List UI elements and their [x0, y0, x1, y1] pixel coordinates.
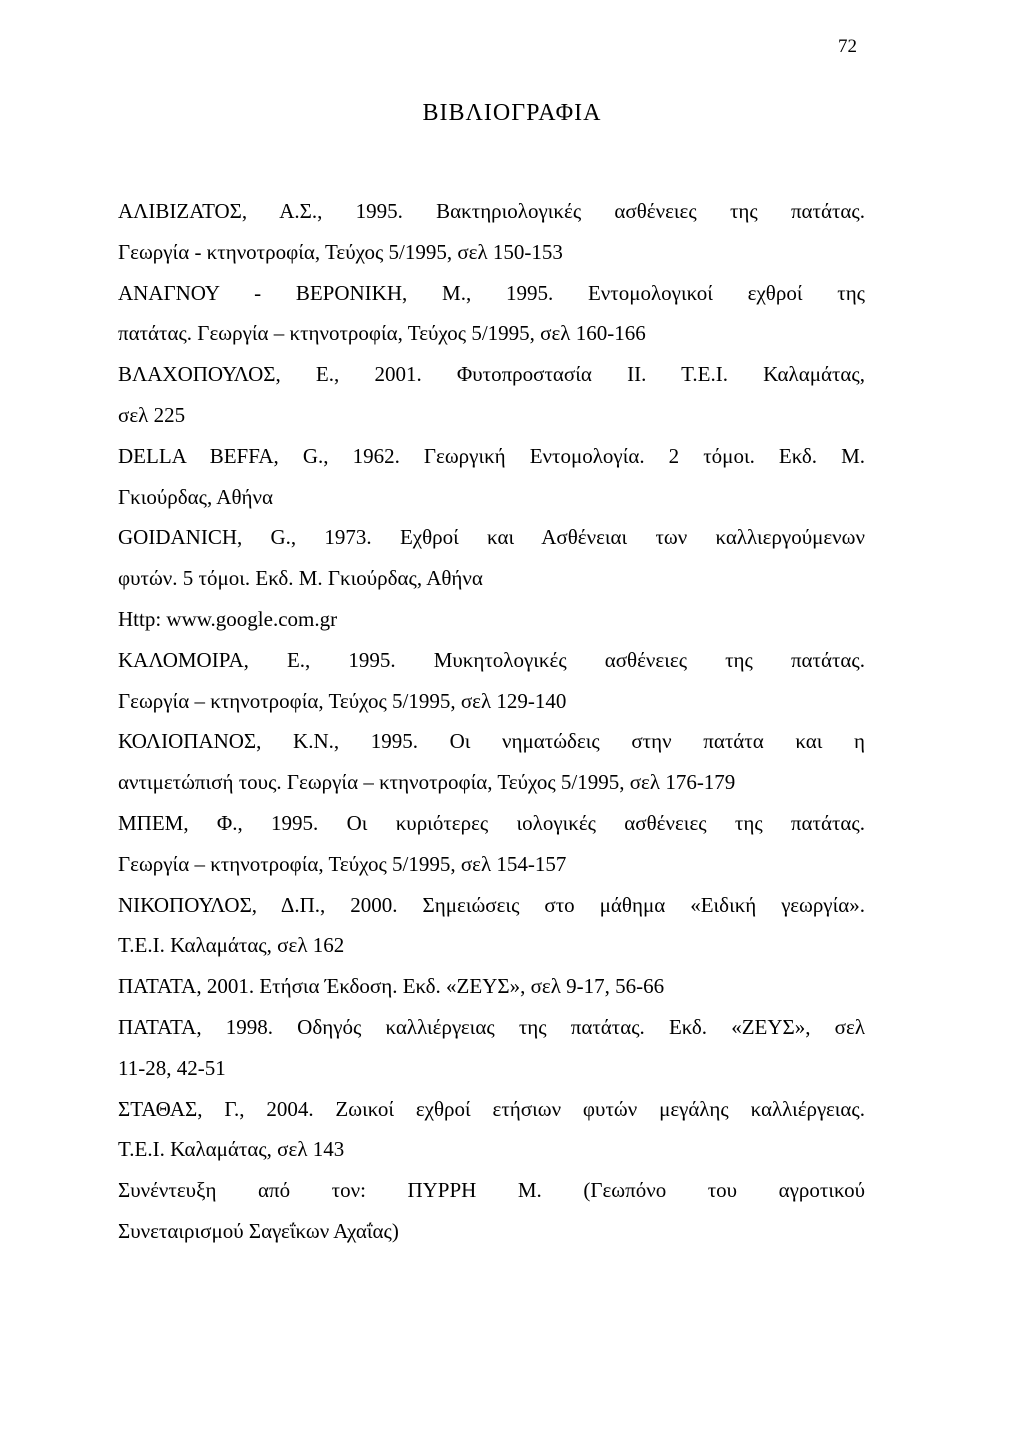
bibliography-entry: [118, 599, 865, 640]
bibliography-entry: [118, 803, 865, 885]
bibliography-entry-line: ΝΙΚΟΠΟΥΛΟΣ, Δ.Π., 2000. Σημειώσεις στο μάθημα «Ειδική γεωργία».: [118, 892, 865, 917]
bibliography-entry-line: ΠΑΤΑΤΑ, 1998. Οδηγός καλλιέργειας της πατάτας. Εκδ. «ΖΕΥΣ», σελ: [118, 1014, 865, 1039]
bibliography-entry-line: Συνέντευξη από τον: ΠΥΡΡΗ Μ. (Γεωπόνο του αγροτικού: [118, 1178, 865, 1203]
bibliography-entry-line: Γεωργία – κτηνοτροφία, Τεύχος 5/1995, σελ 154-157: [118, 851, 567, 876]
bibliography-entry-line: ΑΝΑΓΝΟΥ - ΒΕΡΟΝΙΚΗ, Μ., 1995. Εντομολογικοί εχθροί της: [118, 280, 865, 305]
bibliography-entry-line: Συνεταιρισμού Σαγεΐκων Αχαΐας): [118, 1218, 399, 1243]
bibliography-entry: [118, 517, 865, 599]
bibliography-entry: [118, 1089, 865, 1171]
bibliography-entry-line: Γεωργία – κτηνοτροφία, Τεύχος 5/1995, σελ 129-140: [118, 688, 567, 713]
bibliography-entry-line: πατάτας. Γεωργία – κτηνοτροφία, Τεύχος 5/1995, σελ 160-166: [118, 321, 646, 346]
bibliography-entry-line: Γεωργία - κτηνοτροφία, Τεύχος 5/1995, σελ 150-153: [118, 239, 563, 264]
bibliography-entry: [118, 640, 865, 722]
bibliography-entry-line: 11-28, 42-51: [118, 1055, 226, 1080]
bibliography-entry-line: σελ 225: [118, 402, 186, 427]
bibliography-entry-line: ΚΟΛΙΟΠΑΝΟΣ, Κ.Ν., 1995. Οι νηματώδεις στην πατάτα και η: [118, 729, 865, 754]
page-number: 72: [838, 36, 857, 57]
bibliography-entry: [118, 436, 865, 518]
bibliography-entry: [118, 885, 865, 967]
bibliography-entry-line: ΣΤΑΘΑΣ, Γ., 2004. Ζωικοί εχθροί ετήσιων φυτών μεγάλης καλλιέργειας.: [118, 1096, 865, 1121]
bibliography-entry-line: ΑΛΙΒΙΖΑΤΟΣ, Α.Σ., 1995. Βακτηριολογικές ασθένειες της πατάτας.: [118, 199, 865, 223]
bibliography-entry-line: αντιμετώπισή τους. Γεωργία – κτηνοτροφία, Τεύχος 5/1995, σελ 176-179: [118, 770, 736, 795]
bibliography-entry-line: Τ.Ε.Ι. Καλαμάτας, σελ 162: [118, 933, 345, 958]
bibliography-entry-line: Γκιούρδας, Αθήνα: [118, 484, 274, 509]
bibliography-entry-line: ΜΠΕΜ, Φ., 1995. Οι κυριότερες ιολογικές ασθένειες της πατάτας.: [118, 810, 865, 835]
bibliography-entry: [118, 721, 865, 803]
bibliography-entry: [118, 273, 865, 355]
bibliography-entry-line: ΠΑΤΑΤΑ, 2001. Ετήσια Έκδοση. Εκδ. «ΖΕΥΣ», σελ 9-17, 56-66: [118, 974, 665, 999]
bibliography-entry: [118, 966, 865, 1007]
bibliography-entry-line: GOIDANICH, G., 1973. Εχθροί και Ασθένειαι των καλλιεργούμενων: [118, 525, 865, 550]
bibliography-entry-line: ΒΛΑΧΟΠΟΥΛΟΣ, Ε., 2001. Φυτοπροστασία ΙΙ. Τ.Ε.Ι. Καλαμάτας,: [118, 362, 865, 387]
bibliography-entry-line: DELLA BEFFA, G., 1962. Γεωργική Εντομολογία. 2 τόμοι. Εκδ. Μ.: [118, 443, 865, 468]
bibliography-entry: [118, 191, 865, 273]
bibliography-entry-line: Τ.Ε.Ι. Καλαμάτας, σελ 143: [118, 1137, 345, 1162]
bibliography-entry-line: Http: www.google.com.gr: [118, 606, 338, 631]
bibliography-entry: [118, 1007, 865, 1089]
bibliography-entry-line: φυτών. 5 τόμοι. Εκδ. Μ. Γκιούρδας, Αθήνα: [118, 566, 483, 591]
bibliography-entry: [118, 1170, 865, 1252]
bibliography-list: [118, 191, 865, 1252]
bibliography-entry-line: ΚΑΛΟΜΟΙΡΑ, Ε., 1995. Μυκητολογικές ασθένειες της πατάτας.: [118, 647, 865, 672]
bibliography-entry: [118, 354, 865, 436]
page-title: ΒΙΒΛΙΟΓΡΑΦΙΑ: [422, 100, 602, 126]
